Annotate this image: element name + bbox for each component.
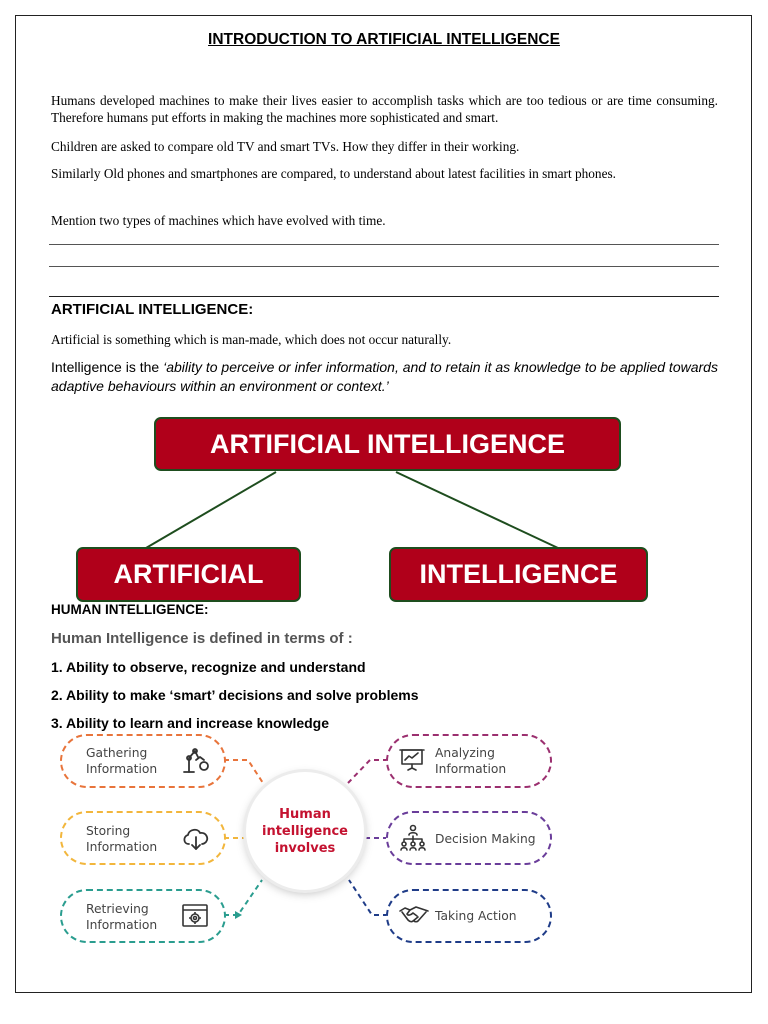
intelligence-definition-quote: ‘ability to perceive or infer information, and to retain it as knowledge to be applied towards adaptive behaviours within an environment or context.’ xyxy=(51,359,718,394)
node-action-label: Taking Action xyxy=(435,909,517,923)
node-storing-label: Storing Information xyxy=(86,824,158,854)
connector-action xyxy=(349,880,388,915)
connector-gathering xyxy=(224,760,263,783)
ai-diagram-top-label: ARTIFICIAL INTELLIGENCE xyxy=(210,428,565,459)
handshake-icon xyxy=(398,903,430,927)
intro-paragraph-3: Similarly Old phones and smartphones are compared, to understand about latest facilities in smart phones. xyxy=(51,166,616,181)
mindmap-center-label: Human intelligence involves xyxy=(261,806,348,856)
hi-list-item-3: 3. Ability to learn and increase knowledge xyxy=(51,715,330,731)
intro-paragraph-2: Children are asked to compare old TV and smart TVs. How they differ in their working. xyxy=(51,139,520,154)
connector-retrieving xyxy=(224,880,262,915)
node-gathering-label: Gathering Information xyxy=(86,746,158,776)
human-intelligence-heading: HUMAN INTELLIGENCE: xyxy=(51,602,209,617)
hi-list-item-2: 2. Ability to make ‘smart’ decisions and solve problems xyxy=(51,687,419,703)
ai-section-heading: ARTIFICIAL INTELLIGENCE: xyxy=(51,301,254,318)
connector-analyzing xyxy=(348,760,388,783)
node-retrieving-label: Retrieving Information xyxy=(86,902,158,932)
mindmap-center xyxy=(246,772,364,890)
presentation-chart-icon xyxy=(398,746,426,772)
hierarchy-people-icon xyxy=(398,824,428,852)
intro-paragraph-1: Humans developed machines to make their lives easier to accomplish tasks which are too tedious or are time consuming. Therefore humans put efforts in making the machines more sophisticated and smart. xyxy=(51,93,718,125)
intelligence-definition-prefix: Intelligence is the xyxy=(51,359,164,375)
robot-arm-icon xyxy=(180,746,212,776)
node-analyzing-label: Analyzing Information xyxy=(435,746,507,776)
ai-diagram-right-label: INTELLIGENCE xyxy=(419,559,618,589)
human-intelligence-subheading: Human Intelligence is defined in terms of : xyxy=(51,630,353,647)
node-decision-label: Decision Making xyxy=(435,832,536,846)
hi-list-item-1: 1. Ability to observe, recognize and understand xyxy=(51,659,366,675)
artificial-definition: Artificial is something which is man-made, which does not occur naturally. xyxy=(51,332,452,347)
question-text: Mention two types of machines which have evolved with time. xyxy=(51,213,386,228)
page-title: INTRODUCTION TO ARTIFICIAL INTELLIGENCE xyxy=(208,31,560,48)
cloud-download-icon xyxy=(180,824,212,852)
browser-gear-icon xyxy=(180,902,210,930)
ai-diagram-left-label: ARTIFICIAL xyxy=(113,559,264,589)
